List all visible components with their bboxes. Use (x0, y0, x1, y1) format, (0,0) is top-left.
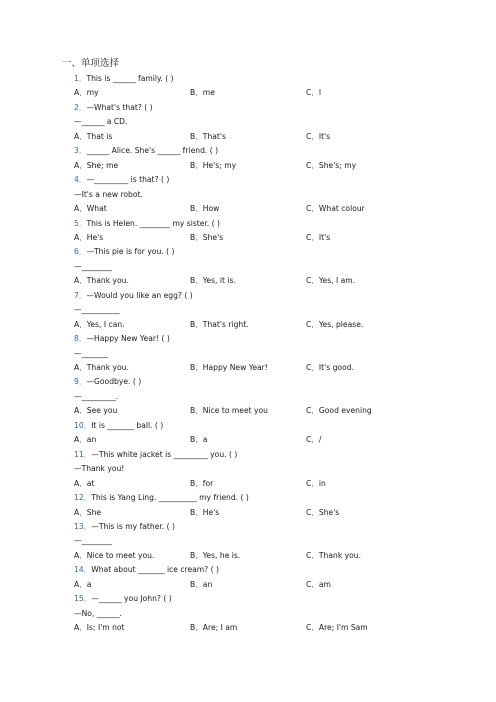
question-8 (74, 334, 170, 344)
option-c: C．/ (306, 435, 322, 445)
option-c: C．It's (306, 131, 331, 141)
question-1 (74, 74, 174, 84)
question-6 (74, 247, 174, 257)
option-c: C．Yes, I am. (306, 276, 356, 286)
question-number: 13． (74, 521, 92, 531)
question-number: 6． (74, 247, 87, 257)
question-text: ______ Alice. She's ______ friend. ( ) (86, 146, 219, 156)
option-b: B．That's (190, 131, 226, 141)
option-a: A．What (74, 204, 107, 214)
option-c: C．Are; I'm Sam (306, 623, 368, 633)
option-b: B．me (190, 88, 215, 98)
option-c: C．Yes, please. (306, 319, 364, 329)
question-text: What about _______ ice cream? ( ) (91, 565, 219, 575)
question-number: 15． (74, 594, 92, 604)
question-9 (74, 377, 141, 387)
question-text: This is ______ family. ( ) (86, 74, 174, 83)
question-text: —Goodbye. ( ) (86, 377, 142, 387)
option-b: B．He's; my (190, 160, 237, 170)
question-number: 1． (74, 74, 87, 83)
section-title: 一、单项选择 (62, 58, 120, 69)
question-15 (74, 594, 172, 604)
question-10 (74, 421, 163, 431)
answer-line: —______ a CD. (74, 117, 128, 127)
option-c: C．am (306, 579, 331, 589)
option-b: B．a (190, 435, 208, 445)
option-a: A．She; me (74, 160, 119, 170)
question-number: 7． (74, 290, 87, 300)
answer-line: —__________ (74, 305, 120, 315)
option-c: C．Thank you. (306, 550, 361, 560)
question-12 (74, 493, 249, 503)
option-b: B．She's (190, 232, 224, 242)
question-number: 4． (74, 175, 87, 185)
question-text: —______ you John? ( ) (91, 594, 172, 604)
option-c: C．It's good. (306, 363, 354, 372)
question-text: —_________ is that? ( ) (86, 175, 170, 185)
option-b: B．Are; I am (190, 623, 238, 633)
option-a: A．See you (74, 406, 118, 416)
question-number: 11． (74, 449, 92, 459)
option-a: A．Yes, I can. (74, 319, 125, 329)
question-number: 3． (74, 146, 87, 156)
question-7 (74, 291, 193, 301)
option-c: C．She's; my (306, 160, 357, 170)
question-number: 9． (74, 377, 87, 387)
answer-line: —_______ (74, 348, 109, 358)
question-11 (74, 450, 237, 460)
question-2 (74, 103, 153, 113)
option-a: A．a (74, 579, 92, 589)
option-a: A．Nice to meet you. (74, 550, 155, 560)
answer-line: —No, ______. (74, 608, 122, 618)
option-a: A．Thank you. (74, 363, 129, 372)
option-c: C．in (306, 478, 326, 488)
question-text: —This pie is for you. ( ) (86, 247, 175, 257)
question-text: —Happy New Year! ( ) (86, 334, 170, 344)
option-b: B．He's (190, 507, 220, 517)
answer-line: —________ (74, 261, 112, 271)
option-b: B．How (190, 204, 220, 214)
question-number: 14． (74, 565, 92, 575)
option-c: C．Good evening (306, 406, 372, 416)
question-text: This is Yang Ling. __________ my friend. ( ) (91, 493, 249, 503)
option-b: B．Nice to meet you (190, 406, 268, 416)
question-number: 5． (74, 218, 87, 228)
question-13 (74, 522, 175, 532)
answer-line: —Thank you! (74, 464, 125, 474)
option-b: B．Yes, it is. (190, 276, 236, 286)
answer-line: —_________. (74, 391, 119, 401)
option-a: A．my (74, 88, 99, 98)
option-a: A．an (74, 435, 97, 445)
question-5 (74, 219, 220, 229)
answer-line: —________ (74, 536, 112, 546)
question-4 (74, 175, 169, 185)
option-c: C．She's (306, 507, 340, 517)
option-a: A．That is (74, 131, 113, 141)
question-text: It is _______ ball. ( ) (91, 420, 164, 430)
option-a: A．He's (74, 232, 104, 242)
option-a: A．at (74, 478, 95, 488)
option-c: C．What colour (306, 204, 365, 214)
option-a: A．She (74, 507, 102, 517)
question-text: —What's that? ( ) (86, 102, 153, 112)
option-a: A．Is; I'm not (74, 623, 125, 633)
question-text: —This white jacket is _________ you. ( ) (91, 449, 238, 459)
question-14 (74, 565, 219, 575)
question-text: —This is my father. ( ) (91, 521, 175, 531)
option-a: A．Thank you. (74, 276, 129, 286)
question-3 (74, 146, 218, 156)
option-b: B．for (190, 478, 214, 488)
question-text: —Would you like an egg? ( ) (86, 290, 193, 300)
option-c: C．It's (306, 232, 331, 242)
option-b: B．That's right. (190, 319, 249, 329)
question-text: This is Helen. ________ my sister. ( ) (86, 218, 221, 228)
option-b: B．Yes, he is. (190, 550, 241, 560)
question-number: 8． (74, 334, 87, 344)
question-number: 12． (74, 493, 92, 503)
option-c: C．I (306, 88, 322, 98)
option-b: B．Happy New Year! (190, 363, 268, 372)
answer-line: —It's a new robot. (74, 189, 143, 199)
option-b: B．an (190, 579, 213, 589)
question-number: 10． (74, 420, 92, 430)
question-number: 2． (74, 102, 87, 112)
